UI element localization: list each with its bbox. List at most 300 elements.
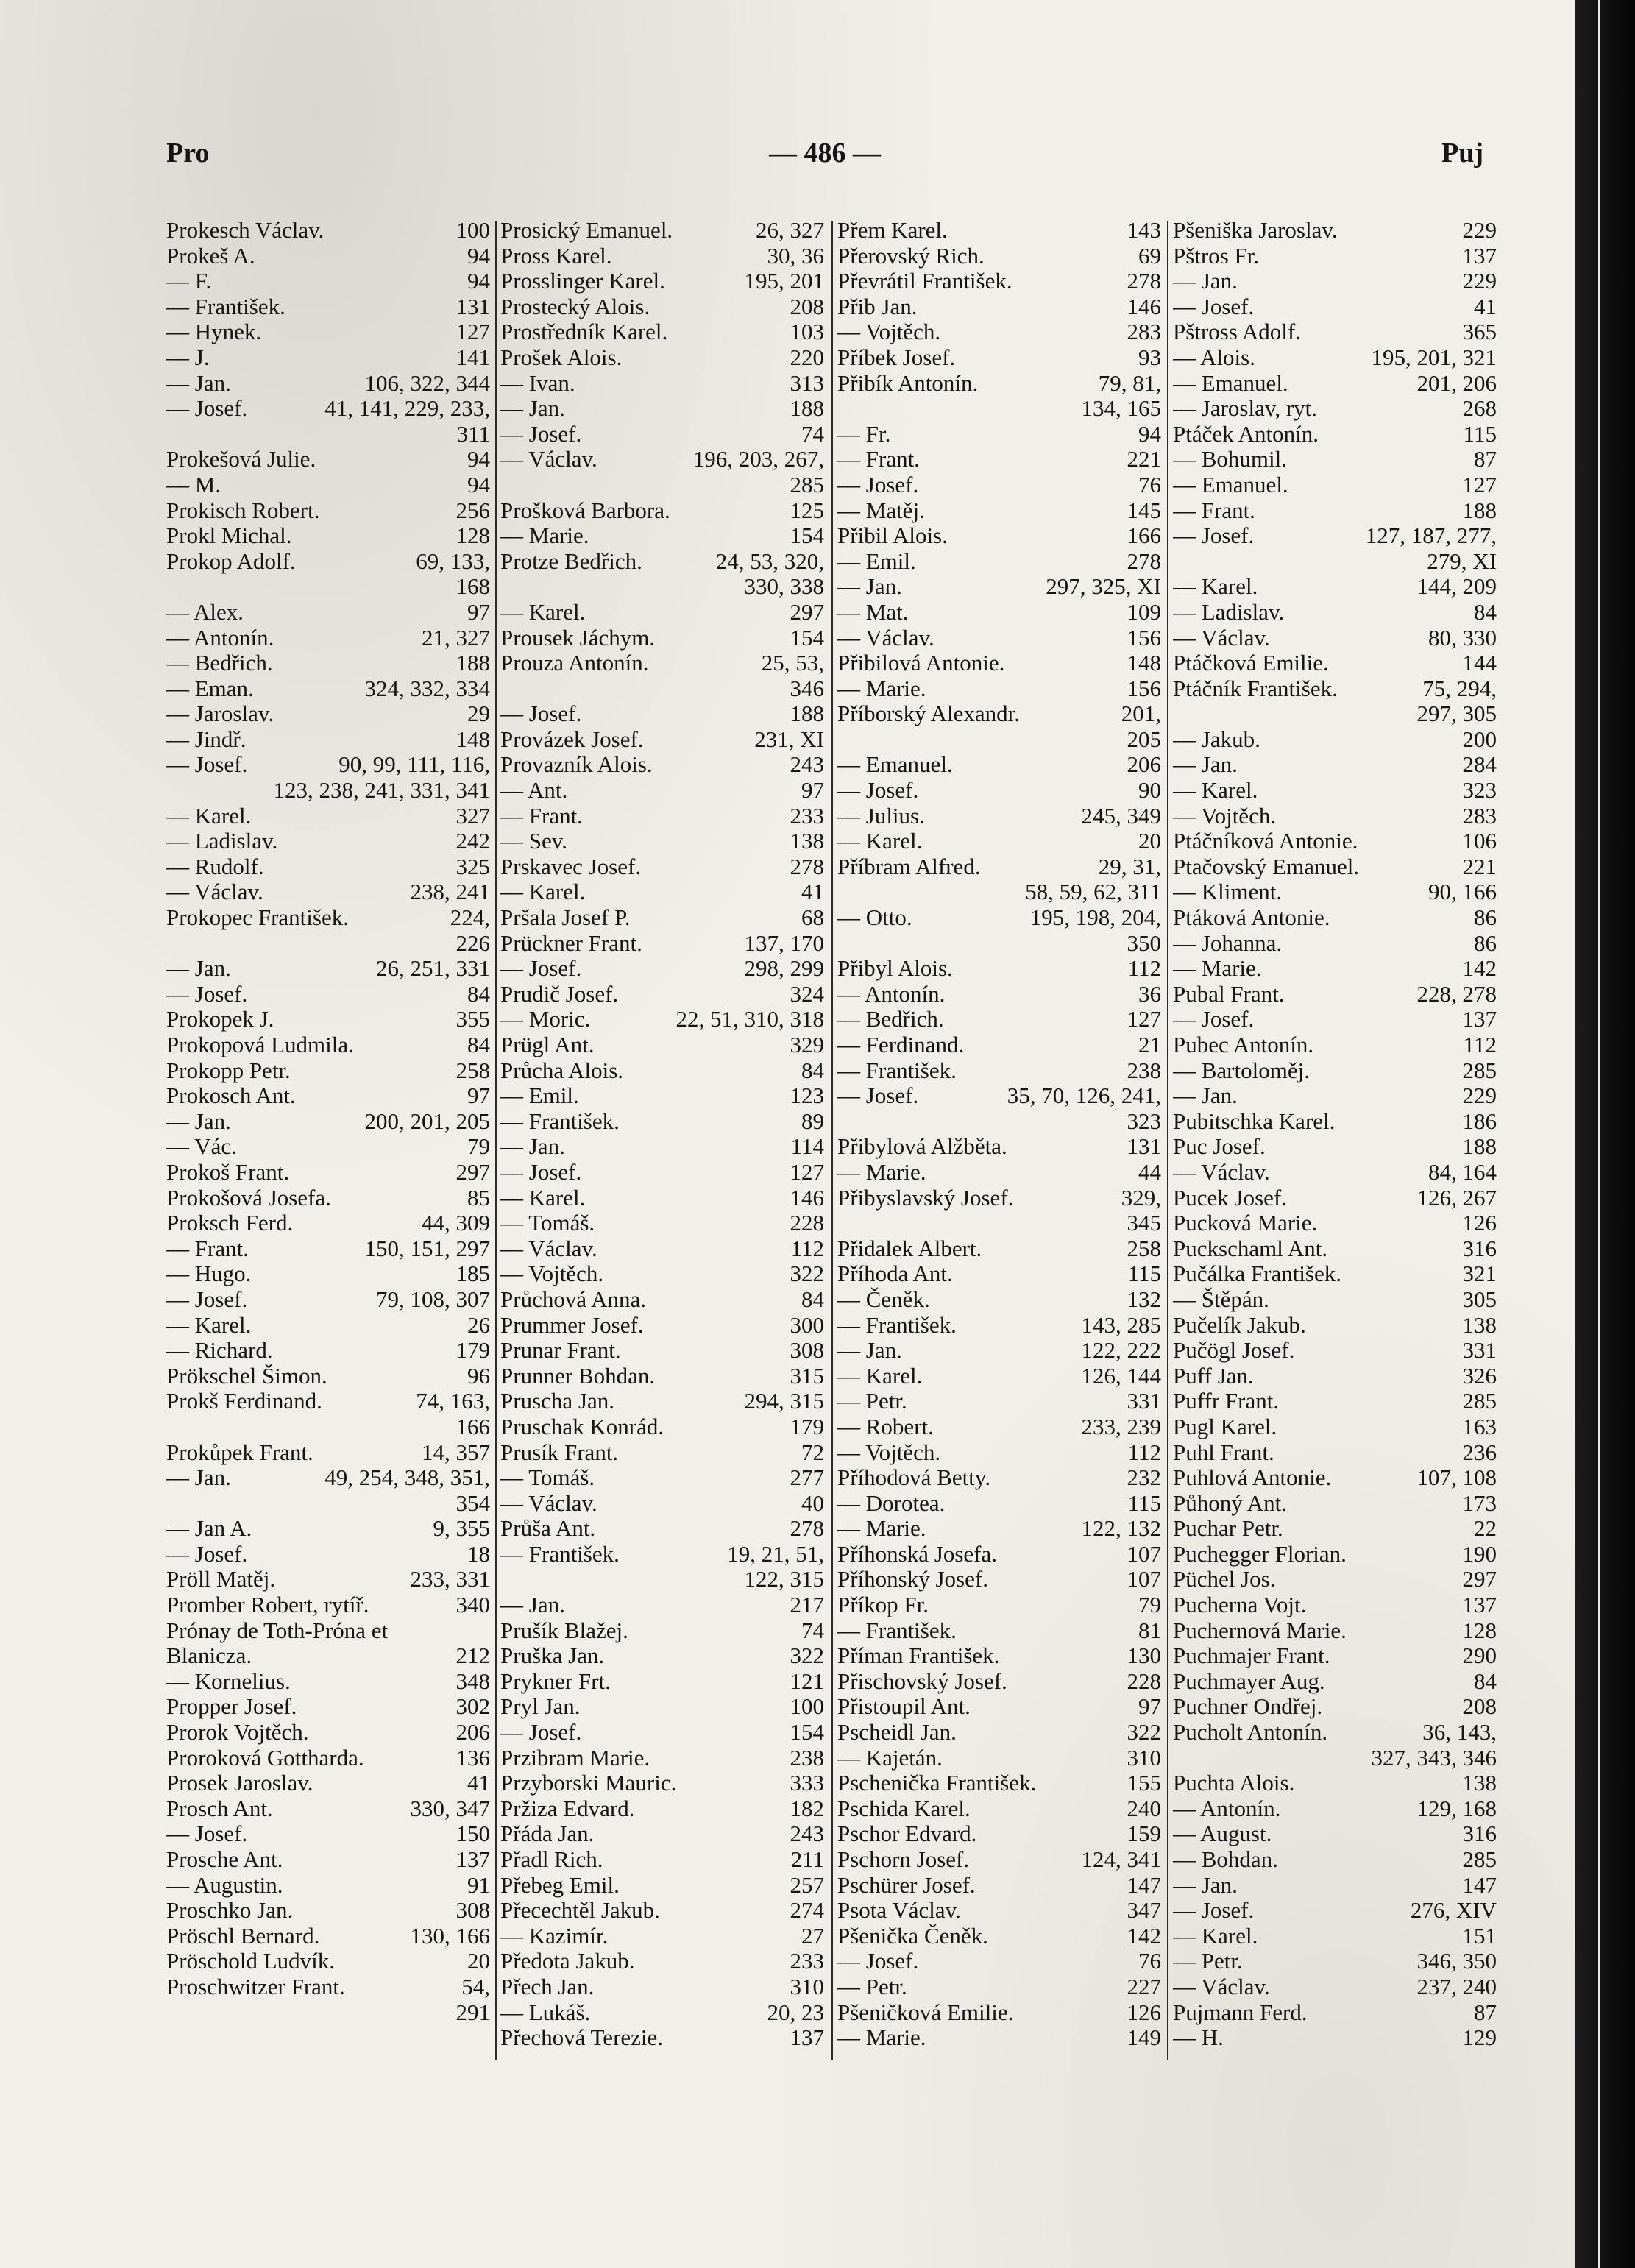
entry-pages: 9, 355 bbox=[433, 1515, 490, 1542]
entry-name: Prokopp Petr. bbox=[166, 1057, 291, 1083]
index-entry bbox=[1173, 345, 1497, 371]
entry-name: — Josef. bbox=[500, 1720, 582, 1746]
entry-name: — Alex. bbox=[166, 599, 244, 625]
entry-pages: 156 bbox=[1127, 624, 1161, 651]
index-entry bbox=[500, 1796, 824, 1822]
index-entry bbox=[166, 244, 490, 269]
entry-pages: 19, 21, 51, bbox=[727, 1540, 824, 1567]
entry-pages: 97 bbox=[801, 777, 824, 804]
index-entry bbox=[500, 1516, 824, 1542]
entry-pages: 221 bbox=[1462, 853, 1497, 879]
index-entry bbox=[837, 1974, 1161, 2000]
entry-name: — Václav. bbox=[837, 625, 934, 651]
index-entry bbox=[1173, 1186, 1497, 1211]
index-entry bbox=[500, 294, 824, 320]
index-entry bbox=[166, 218, 490, 244]
index-entry bbox=[166, 396, 490, 422]
index-entry bbox=[837, 701, 1161, 727]
index-entry bbox=[166, 549, 490, 575]
index-entry bbox=[166, 371, 490, 397]
entry-name: — Jan. bbox=[1173, 269, 1238, 294]
entry-name: Prosek Jaroslav. bbox=[166, 1771, 313, 1796]
entry-name: — Josef. bbox=[837, 472, 919, 497]
entry-pages: 283 bbox=[1462, 802, 1497, 829]
index-entry bbox=[500, 1542, 824, 1567]
entry-name: — Josef. bbox=[1173, 523, 1255, 549]
entry-name: — Václav. bbox=[500, 447, 597, 472]
index-entry bbox=[1173, 1949, 1497, 1974]
entry-name: Pröschl Bernard. bbox=[166, 1923, 320, 1949]
entry-pages: 122, 132 bbox=[1081, 1515, 1161, 1542]
entry-pages: 347 bbox=[1127, 1897, 1161, 1924]
entry-pages: 127 bbox=[790, 1158, 824, 1185]
entry-pages: 258 bbox=[455, 1057, 490, 1083]
entry-name: Ptáčníková Antonie. bbox=[1173, 829, 1358, 854]
entry-pages: 201, bbox=[1121, 701, 1161, 727]
entry-pages: 107, 108 bbox=[1416, 1464, 1497, 1491]
entry-pages: 127 bbox=[1127, 1006, 1161, 1032]
entry-name: — Josef. bbox=[837, 1949, 919, 1974]
index-entry bbox=[166, 1720, 490, 1746]
entry-name: Prügl Ant. bbox=[500, 1032, 595, 1057]
index-entry bbox=[500, 1364, 824, 1389]
entry-name: Pržiza Edvard. bbox=[500, 1796, 635, 1821]
entry-pages: 74 bbox=[801, 420, 824, 447]
entry-pages: 79, 108, 307 bbox=[376, 1286, 490, 1312]
entry-name: Prykner Frt. bbox=[500, 1668, 611, 1694]
entry-pages: 36, 143, bbox=[1422, 1719, 1497, 1746]
entry-name: Pucková Marie. bbox=[1173, 1211, 1318, 1236]
entry-pages: 345 bbox=[1127, 1210, 1161, 1236]
entry-pages: 346 bbox=[790, 675, 824, 701]
index-entry bbox=[837, 600, 1161, 626]
index-entry bbox=[500, 804, 824, 829]
entry-name: — Karel. bbox=[166, 1312, 252, 1338]
entry-pages: 217 bbox=[790, 1592, 824, 1618]
entry-name: — Josef. bbox=[1173, 294, 1255, 319]
entry-name: — Václav. bbox=[1173, 1974, 1270, 1999]
entry-pages: 227 bbox=[1127, 1973, 1161, 1999]
entry-pages: 131 bbox=[1127, 1133, 1161, 1160]
entry-pages: 327, 343, 346 bbox=[1371, 1744, 1497, 1771]
entry-pages: 40 bbox=[801, 1489, 824, 1516]
index-entry bbox=[500, 905, 824, 931]
entry-pages: 238, 241 bbox=[410, 879, 490, 905]
entry-name: — Hynek. bbox=[166, 319, 262, 345]
index-entry bbox=[1173, 549, 1497, 575]
entry-pages: 146 bbox=[790, 1184, 824, 1211]
entry-name: Puckschaml Ant. bbox=[1173, 1236, 1328, 1261]
entry-pages: 243 bbox=[790, 1821, 824, 1847]
entry-name: Pšeničková Emilie. bbox=[837, 1999, 1014, 2025]
entry-name: Příhonský Josef. bbox=[837, 1567, 988, 1592]
entry-name: Prokopová Ludmila. bbox=[166, 1032, 354, 1057]
index-entry bbox=[1173, 1389, 1497, 1414]
entry-name: — Václav. bbox=[500, 1236, 597, 1261]
index-entry bbox=[1173, 1821, 1497, 1847]
entry-name: — Alois. bbox=[1173, 344, 1255, 370]
entry-name: — Petr. bbox=[837, 1974, 907, 1999]
index-entry bbox=[1173, 218, 1497, 244]
entry-pages: 24, 53, 320, bbox=[715, 547, 824, 574]
entry-pages: 322 bbox=[1127, 1719, 1161, 1746]
entry-pages: 297 bbox=[790, 598, 824, 625]
index-entry bbox=[500, 549, 824, 575]
entry-pages: 107 bbox=[1127, 1566, 1161, 1592]
index-entry bbox=[166, 1974, 490, 2000]
entry-name: — Jakub. bbox=[1173, 726, 1260, 752]
entry-name: Pštross Adolf. bbox=[1173, 319, 1301, 345]
entry-pages: 21 bbox=[1138, 1032, 1161, 1057]
index-entry bbox=[500, 319, 824, 345]
index-entry bbox=[837, 982, 1161, 1007]
index-entry bbox=[837, 1592, 1161, 1618]
entry-name: Pröll Matěj. bbox=[166, 1567, 276, 1592]
entry-pages: 90, 99, 111, 116, bbox=[338, 751, 490, 778]
entry-pages: 238 bbox=[1127, 1057, 1161, 1083]
entry-pages: 74 bbox=[801, 1617, 824, 1643]
index-entry bbox=[1173, 422, 1497, 447]
entry-name: Přibylová Alžběta. bbox=[837, 1134, 1007, 1160]
entry-pages: 127 bbox=[1462, 471, 1497, 497]
entry-name: — Ant. bbox=[500, 778, 568, 804]
entry-pages: 132 bbox=[1127, 1286, 1161, 1312]
entry-pages: 323 bbox=[1127, 1108, 1161, 1134]
entry-name: — Štěpán. bbox=[1173, 1286, 1269, 1312]
entry-name: — Bedřich. bbox=[166, 651, 273, 676]
index-entry bbox=[1173, 269, 1497, 294]
index-entry bbox=[500, 1261, 824, 1287]
entry-pages: 126, 267 bbox=[1416, 1184, 1497, 1211]
entry-pages: 36 bbox=[1138, 980, 1161, 1007]
entry-name: — Kornelius. bbox=[166, 1668, 291, 1694]
entry-pages: 94 bbox=[467, 446, 490, 472]
entry-name: — Karel. bbox=[500, 599, 586, 625]
index-entry bbox=[500, 752, 824, 778]
entry-pages: 329, bbox=[1121, 1184, 1161, 1211]
entry-pages: 72 bbox=[801, 1439, 824, 1465]
entry-name: — Emanuel. bbox=[837, 752, 953, 778]
entry-name: — Matěj. bbox=[837, 497, 925, 523]
entry-name: Prosslinger Karel. bbox=[500, 269, 665, 294]
entry-pages: 127, 187, 277, bbox=[1365, 522, 1497, 549]
entry-name: — Petr. bbox=[1173, 1949, 1243, 1974]
entry-pages: 41 bbox=[467, 1770, 490, 1796]
index-entry bbox=[500, 1134, 824, 1160]
entry-name: — Václav. bbox=[1173, 625, 1270, 651]
entry-name: — Kliment. bbox=[1173, 879, 1283, 905]
index-entry bbox=[166, 626, 490, 651]
entry-name: — Jan. bbox=[500, 396, 565, 422]
entry-name: Prorok Vojtěch. bbox=[166, 1720, 309, 1746]
index-entry bbox=[837, 1058, 1161, 1084]
entry-name: Proschko Jan. bbox=[166, 1898, 294, 1924]
entry-name: — Josef. bbox=[166, 1541, 248, 1567]
entry-pages: 323 bbox=[1462, 777, 1497, 804]
entry-name: Ptáčník František. bbox=[1173, 676, 1338, 701]
entry-name: — František. bbox=[166, 294, 285, 319]
entry-pages: 129, 168 bbox=[1416, 1795, 1497, 1821]
entry-name: — Kazimír. bbox=[500, 1923, 609, 1949]
entry-name: — Josef. bbox=[166, 981, 248, 1007]
entry-name: — František. bbox=[837, 1312, 957, 1338]
entry-name: Prokeš A. bbox=[166, 243, 255, 269]
entry-pages: 94 bbox=[467, 242, 490, 269]
entry-name: Ptáčková Emilie. bbox=[1173, 651, 1329, 676]
entry-pages: 305 bbox=[1462, 1286, 1497, 1312]
entry-pages: 131 bbox=[455, 293, 490, 319]
entry-pages: 308 bbox=[790, 1337, 824, 1364]
index-entry bbox=[1173, 1338, 1497, 1364]
index-entry bbox=[837, 218, 1161, 244]
entry-pages: 240 bbox=[1127, 1795, 1161, 1821]
index-entry bbox=[837, 1109, 1161, 1135]
entry-name: Prokš Ferdinand. bbox=[166, 1389, 322, 1414]
index-entry bbox=[1173, 574, 1497, 600]
entry-name: Prokešová Julie. bbox=[166, 447, 316, 472]
index-entry bbox=[1173, 829, 1497, 854]
index-entry bbox=[166, 1465, 490, 1491]
index-entry bbox=[500, 269, 824, 294]
entry-name: Prunner Bohdan. bbox=[500, 1363, 656, 1389]
index-entry bbox=[837, 549, 1161, 575]
index-entry bbox=[837, 1796, 1161, 1822]
entry-name: Prošek Alois. bbox=[500, 344, 623, 370]
entry-name: Puchernová Marie. bbox=[1173, 1617, 1347, 1643]
entry-name: Přischovský Josef. bbox=[837, 1668, 1007, 1694]
entry-name: Pschorn Josef. bbox=[837, 1847, 970, 1872]
index-entry bbox=[500, 1898, 824, 1924]
index-entry bbox=[1173, 854, 1497, 880]
index-entry bbox=[166, 1567, 490, 1592]
entry-pages: 22, 51, 310, 318 bbox=[675, 1006, 824, 1032]
entry-pages: 231, XI bbox=[754, 726, 824, 752]
entry-pages: 80, 330 bbox=[1428, 624, 1497, 651]
index-entry bbox=[500, 1567, 824, 1592]
index-entry bbox=[166, 778, 490, 804]
index-entry bbox=[166, 1898, 490, 1924]
index-entry bbox=[500, 1313, 824, 1339]
entry-pages: 188 bbox=[455, 650, 490, 676]
index-entry bbox=[1173, 1746, 1497, 1771]
entry-name: Prokopek J. bbox=[166, 1007, 274, 1032]
entry-name: Příman František. bbox=[837, 1643, 1000, 1669]
index-entry bbox=[837, 1287, 1161, 1313]
entry-pages: 188 bbox=[790, 395, 824, 422]
index-entry bbox=[166, 956, 490, 982]
entry-pages: 84 bbox=[467, 980, 490, 1007]
entry-name: — Vojtěch. bbox=[1173, 803, 1277, 829]
index-entry bbox=[837, 727, 1161, 753]
entry-pages: 151 bbox=[1462, 1922, 1497, 1949]
index-entry bbox=[500, 727, 824, 753]
entry-pages: 147 bbox=[1127, 1871, 1161, 1898]
entry-name: Pšeniška Jaroslav. bbox=[1173, 218, 1338, 243]
entry-pages: 76 bbox=[1138, 1948, 1161, 1974]
entry-pages: 79 bbox=[467, 1133, 490, 1160]
index-entry bbox=[837, 1746, 1161, 1771]
index-entry bbox=[1173, 1516, 1497, 1542]
entry-name: — Jan. bbox=[500, 1592, 565, 1618]
index-entry bbox=[1173, 1924, 1497, 1949]
entry-pages: 276, XIV bbox=[1410, 1897, 1497, 1924]
index-entry bbox=[837, 1694, 1161, 1720]
entry-pages: 228, 278 bbox=[1416, 980, 1497, 1007]
entry-name: Pucholt Antonín. bbox=[1173, 1720, 1328, 1746]
entry-name: Prokošová Josefa. bbox=[166, 1185, 331, 1211]
entry-pages: 245, 349 bbox=[1081, 802, 1161, 829]
entry-name: Přibilová Antonie. bbox=[837, 651, 1005, 676]
entry-pages: 146 bbox=[1127, 293, 1161, 319]
entry-pages: 350 bbox=[1127, 929, 1161, 956]
entry-name: Puchar Petr. bbox=[1173, 1516, 1283, 1542]
page-number: — 486 — bbox=[769, 138, 881, 169]
entry-pages: 238 bbox=[790, 1744, 824, 1771]
index-entry bbox=[166, 1186, 490, 1211]
entry-pages: 35, 70, 126, 241, bbox=[1007, 1082, 1161, 1109]
index-entry bbox=[1173, 1771, 1497, 1796]
index-entry bbox=[500, 600, 824, 626]
index-entry bbox=[166, 1643, 490, 1669]
index-entry bbox=[1173, 1032, 1497, 1058]
entry-pages: 365 bbox=[1462, 319, 1497, 345]
index-entry bbox=[500, 523, 824, 549]
entry-name: — Johanna. bbox=[1173, 930, 1283, 956]
index-entry bbox=[1173, 778, 1497, 804]
entry-name: Ptáček Antonín. bbox=[1173, 421, 1319, 447]
entry-name: — Karel. bbox=[837, 829, 923, 854]
entry-name: Průša Ant. bbox=[500, 1516, 596, 1542]
entry-pages: 87 bbox=[1474, 446, 1497, 472]
entry-name: Pučelík Jakub. bbox=[1173, 1312, 1306, 1338]
entry-name: Pruška Jan. bbox=[500, 1643, 605, 1669]
entry-name: Příhoda Ant. bbox=[837, 1261, 953, 1287]
index-entry bbox=[166, 422, 490, 447]
index-entry bbox=[500, 1847, 824, 1873]
entry-name: Püchel Jos. bbox=[1173, 1567, 1276, 1592]
entry-pages: 154 bbox=[790, 624, 824, 651]
entry-pages: 20 bbox=[1138, 828, 1161, 854]
entry-name: Propper Josef. bbox=[166, 1694, 297, 1720]
entry-pages: 91 bbox=[467, 1871, 490, 1898]
entry-pages: 154 bbox=[790, 1719, 824, 1746]
entry-name: — Karel. bbox=[500, 1185, 586, 1211]
index-entry bbox=[837, 371, 1161, 397]
entry-pages: 138 bbox=[1462, 1770, 1497, 1796]
entry-pages: 182 bbox=[790, 1795, 824, 1821]
entry-name: — M. bbox=[166, 472, 221, 497]
index-entry bbox=[1173, 447, 1497, 472]
entry-pages: 84 bbox=[1474, 598, 1497, 625]
entry-name: — Vojtěch. bbox=[837, 1439, 941, 1465]
header-left-keyword: Pro bbox=[166, 138, 210, 169]
entry-name: Proksch Ferd. bbox=[166, 1211, 294, 1236]
index-entry bbox=[166, 472, 490, 498]
entry-pages: 243 bbox=[790, 751, 824, 778]
entry-name: — Čeněk. bbox=[837, 1286, 930, 1312]
entry-pages: 25, 53, bbox=[761, 650, 824, 676]
entry-pages: 137, 170 bbox=[744, 929, 824, 956]
entry-name: Prostředník Karel. bbox=[500, 319, 668, 345]
entry-name: — Lukáš. bbox=[500, 1999, 591, 2025]
index-entry bbox=[837, 1771, 1161, 1796]
entry-name: — Ladislav. bbox=[1173, 599, 1285, 625]
index-entry bbox=[500, 1236, 824, 1262]
entry-pages: 142 bbox=[1127, 1922, 1161, 1949]
index-entry bbox=[837, 778, 1161, 804]
entry-pages: 126 bbox=[1462, 1210, 1497, 1236]
index-entry bbox=[500, 1389, 824, 1414]
entry-pages: 29 bbox=[467, 701, 490, 727]
entry-name: — Vác. bbox=[166, 1134, 237, 1160]
entry-name: Přech Jan. bbox=[500, 1974, 595, 1999]
entry-name: Prostecký Alois. bbox=[500, 294, 650, 319]
entry-name: Prudič Josef. bbox=[500, 981, 619, 1007]
entry-pages: 327 bbox=[455, 802, 490, 829]
entry-name: Prušík Blažej. bbox=[500, 1617, 628, 1643]
index-entry bbox=[166, 1338, 490, 1364]
entry-pages: 324 bbox=[790, 980, 824, 1007]
index-entry bbox=[1173, 319, 1497, 345]
index-entry bbox=[166, 1389, 490, 1414]
entry-pages: 58, 59, 62, 311 bbox=[1025, 879, 1161, 905]
entry-name: Proroková Gottharda. bbox=[166, 1745, 364, 1771]
index-entry bbox=[166, 1440, 490, 1466]
entry-pages: 221 bbox=[1127, 446, 1161, 472]
index-entry bbox=[500, 1186, 824, 1211]
entry-name: Prokosch Ant. bbox=[166, 1083, 296, 1109]
entry-pages: 355 bbox=[455, 1006, 490, 1032]
index-entry bbox=[1173, 1083, 1497, 1109]
index-entry bbox=[166, 982, 490, 1007]
index-entry bbox=[837, 1313, 1161, 1339]
index-entry bbox=[500, 1287, 824, 1313]
entry-pages: 208 bbox=[790, 293, 824, 319]
index-entry bbox=[1173, 1058, 1497, 1084]
entry-pages: 18 bbox=[467, 1540, 490, 1567]
index-entry bbox=[1173, 956, 1497, 982]
entry-pages: 329 bbox=[790, 1032, 824, 1057]
entry-name: Przibram Marie. bbox=[500, 1745, 650, 1771]
index-entry bbox=[837, 651, 1161, 676]
scan-border bbox=[1575, 0, 1635, 2268]
entry-name: — Karel. bbox=[837, 1363, 923, 1389]
entry-name: — Mat. bbox=[837, 599, 909, 625]
entry-name: — František. bbox=[837, 1057, 957, 1083]
entry-name: Blanicza. bbox=[166, 1643, 252, 1669]
entry-pages: 75, 294, bbox=[1422, 675, 1497, 701]
index-entry bbox=[837, 1847, 1161, 1873]
entry-pages: 41 bbox=[801, 879, 824, 905]
entry-name: Puchner Ondřej. bbox=[1173, 1694, 1323, 1720]
index-entry bbox=[1173, 1873, 1497, 1899]
entry-pages: 86 bbox=[1474, 929, 1497, 956]
entry-pages: 109 bbox=[1127, 598, 1161, 625]
entry-pages: 97 bbox=[1138, 1693, 1161, 1720]
entry-name: Puc Josef. bbox=[1173, 1134, 1266, 1160]
index-entry bbox=[166, 1032, 490, 1058]
index-entry bbox=[500, 982, 824, 1007]
entry-pages: 325 bbox=[455, 853, 490, 879]
index-entry bbox=[166, 523, 490, 549]
entry-name: Příborský Alexandr. bbox=[837, 701, 1020, 727]
entry-pages: 137 bbox=[455, 1846, 490, 1872]
entry-pages: 326 bbox=[1462, 1362, 1497, 1389]
entry-pages: 134, 165 bbox=[1081, 395, 1161, 422]
index-entry bbox=[500, 778, 824, 804]
index-entry bbox=[837, 269, 1161, 294]
entry-pages: 93 bbox=[1138, 344, 1161, 370]
